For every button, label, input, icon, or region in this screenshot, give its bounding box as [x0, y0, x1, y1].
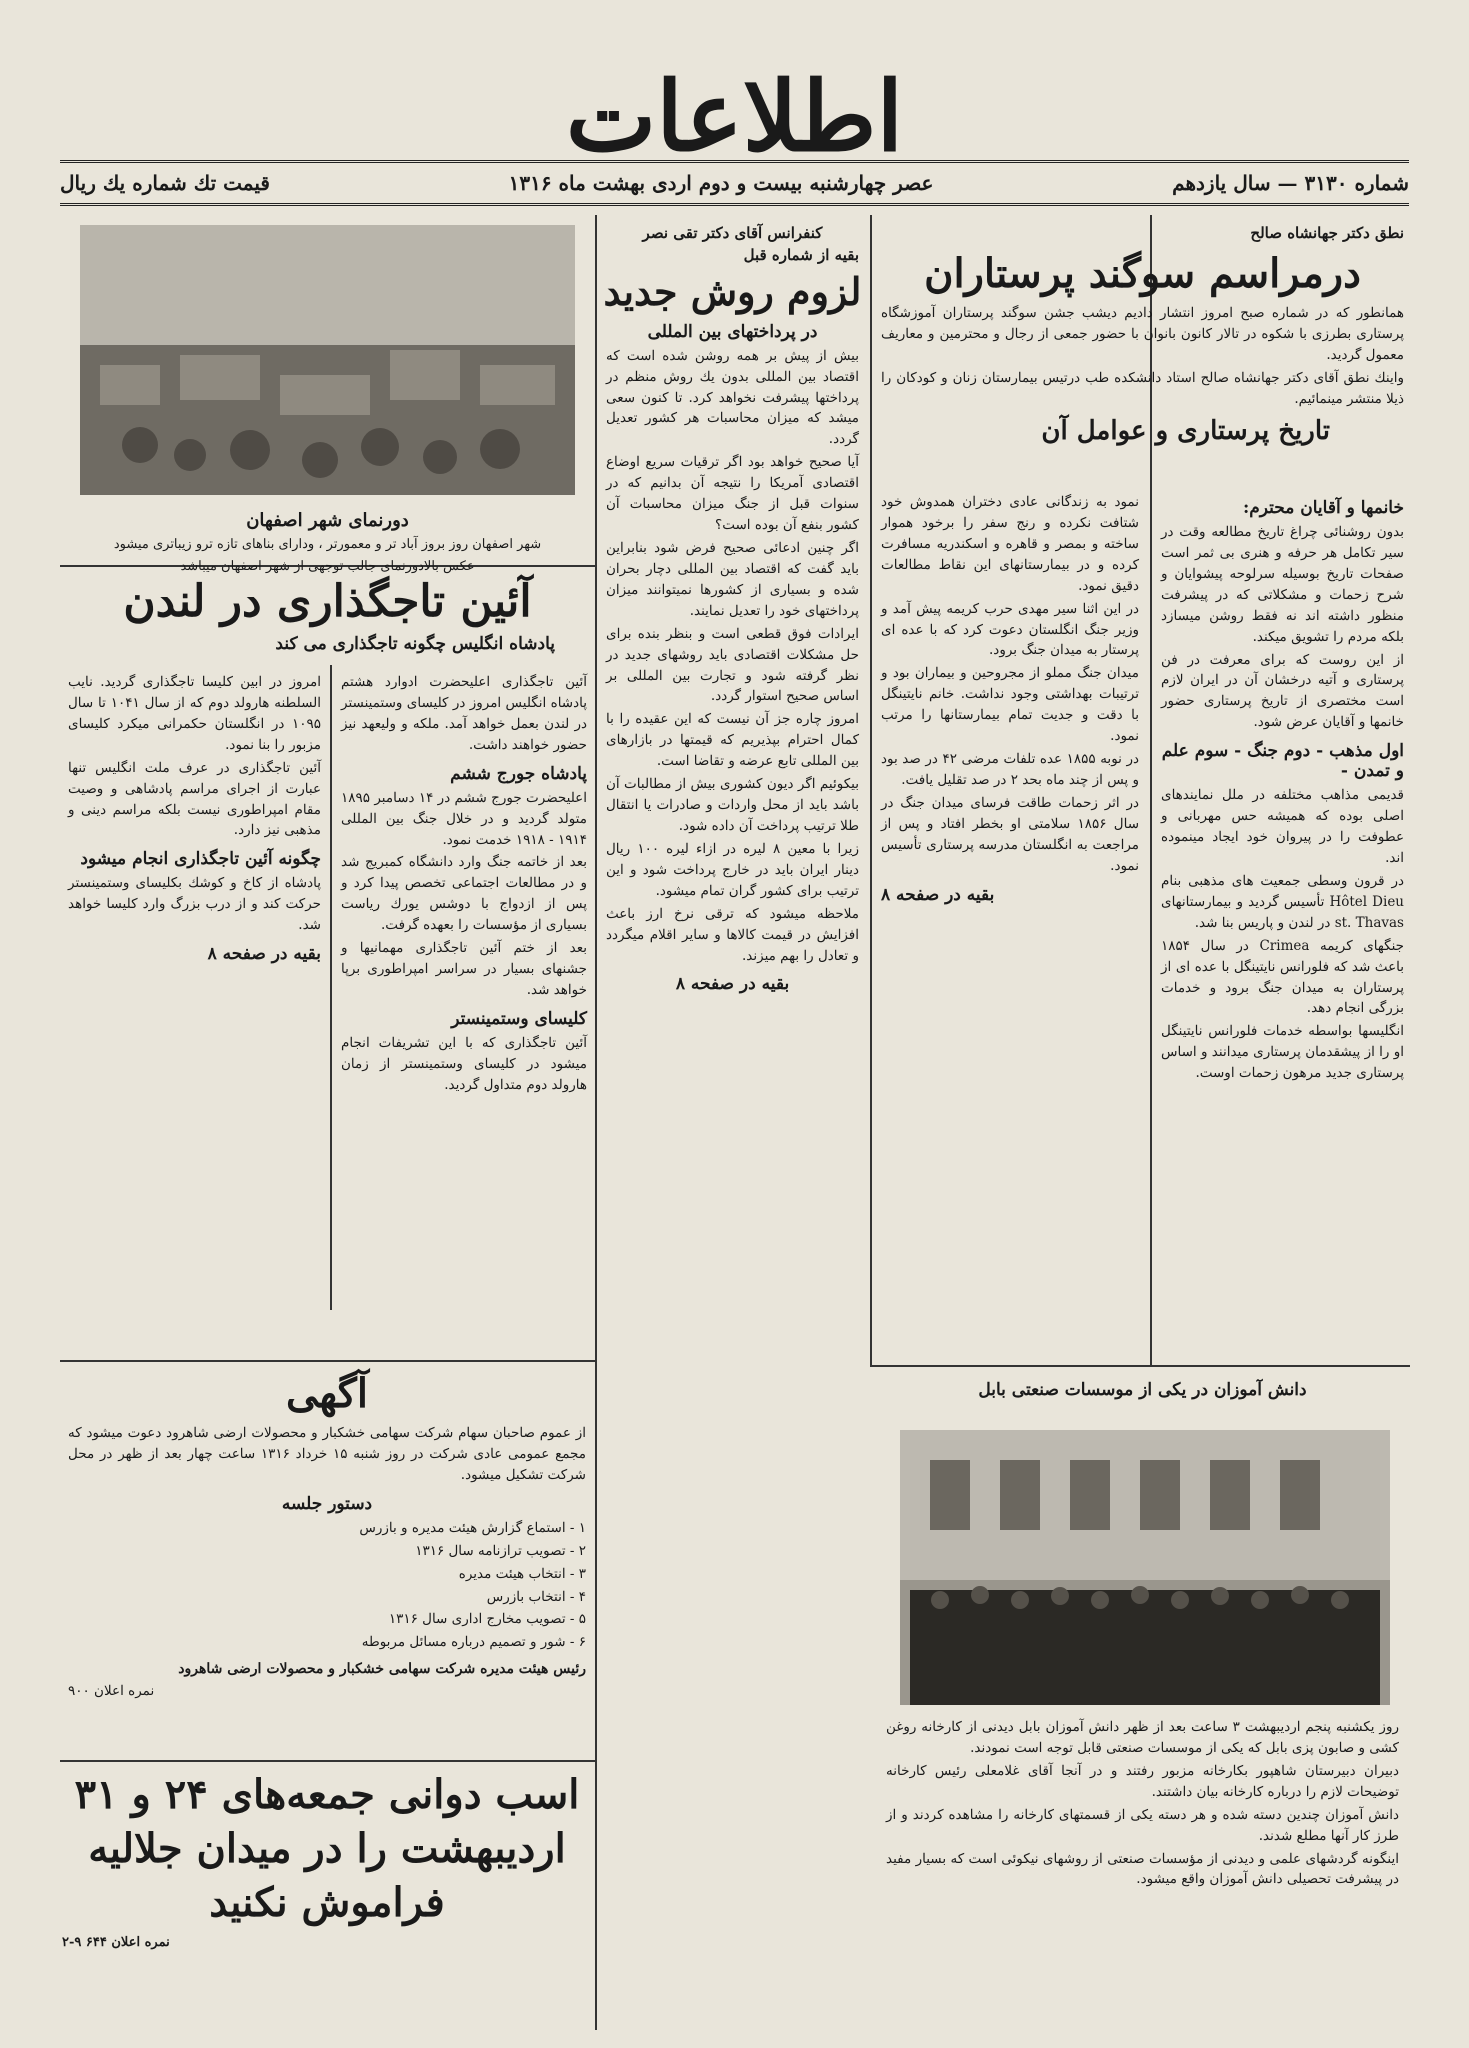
salutation: خانمها و آقایان محترم:: [1242, 498, 1404, 518]
paragraph: در قرون وسطی جمعیت های مذهبی بنام Hôtel Dieu تأسیس گردید و بیمارستانهای st. Thavas در لندن و پاریس بنا شد.: [1161, 872, 1405, 931]
paragraph: جنگهای کریمه Crimea در سال ۱۸۵۴ باعث شد که فلورانس نایتینگل با عده ای از پرستاران به میدان جنگ برود و خدمات بزرگی انجام دهد.: [1161, 937, 1404, 1017]
paragraph: انگلیسها بواسطه خدمات فلورانس نایتینگل او را از پیشقدمان پرستاری میدانند و اساس پرستاری جدید مرهون زحمات اوست.: [1161, 1023, 1404, 1082]
horserace-ad: [62, 1768, 592, 2028]
paragraph: آئین تاجگذاری اعلیحضرت ادوارد هشتم پادشاه انگلیس امروز در کلیسای وستمینستر در لندن بعمل خواهد آمد. ملکه و ولیعهد نیز حضور خواهند داشت.: [341, 674, 587, 753]
notice-signature: رئیس هیئت مدیره شرکت سهامی خشکبار و محصولات ارضی شاهرود: [178, 1661, 586, 1678]
photo-caption: شهر اصفهان روز بروز آباد تر و معمورتر ، ودارای بناهای تازه ترو زیباتری میشود: [113, 537, 542, 552]
ad-line-1: اسب دوانی جمعه‌های ۲۴ و ۳۱: [74, 1771, 580, 1818]
photo-caption-2: دبیران دبیرستان شاهپور بکارخانه مزبور رفتند و در آنجا آقای غلامعلی رئیس کارخانه توضیحات لازم را درباره کارخانه بیان داشتند.: [886, 1762, 1399, 1800]
subhead-how: چگونه آئین تاجگذاری انجام میشود: [80, 849, 321, 870]
continued-note: بقیه در صفحه ۸: [881, 884, 995, 905]
isfahan-caption: [65, 502, 590, 579]
coronation-col-left: [62, 670, 327, 1360]
masthead-title: اطلاعات: [565, 60, 904, 173]
babol-photo-title: [875, 1372, 1410, 1404]
notice-ad: [62, 1365, 592, 1755]
agenda-title: دستور جلسه: [281, 1493, 373, 1514]
subheadline-economics: در پرداختهای بین المللی: [647, 321, 818, 342]
subheadline-coronation: پادشاه انگلیس چگونه تاجگذاری می کند: [275, 634, 555, 655]
headline-notice: آگهی: [286, 1370, 368, 1417]
intro-paragraph: همانطور که در شماره صبح امروز انتشار دادیم دیشب جشن سوگند پرستاران آموزشگاه پرستاری بطرزی با شکوه در تالار کانون بانوان با حضور جمعی از رجال و محترمین و معاریف معمول گردید.: [881, 305, 1404, 363]
subhead-church: کلیسای وستمینستر: [451, 1008, 587, 1029]
paragraph: زیرا با معین ۸ لیره در ازاء لیره ۱۰۰ ریال دینار ایران باید در خارج پرداخت شود و این ترتیب برای کشور گران تمام میشود.: [606, 840, 859, 899]
paragraph: آئین تاجگذاری در عرف ملت انگلیس تنها عبارت از اجرای مراسم پادشاهی و وصیت مقام امپراطوری نیست بلکه مراسم دینی و مذهبی نیز دارد.: [68, 759, 321, 839]
agenda-item: ۴ - انتخاب بازرس: [486, 1588, 586, 1605]
continued-note: بقیه در صفحه ۸: [675, 974, 790, 995]
coronation-col-right: [335, 670, 593, 1360]
paragraph: آیا صحیح خواهد بود اگر ترقیات سریع اوضاع اقتصادی آمریکا را نتیجه آن بدانیم که در سنوات قبل از جنگ میزان محاسبات آن کشور بنفع آن بوده است؟: [606, 454, 859, 534]
paragraph: اعلیحضرت جورج ششم در ۱۴ دسامبر ۱۸۹۵ متولد گردید و در خلال جنگ بین المللی ۱۹۱۴ - ۱۹۱۸ خدمت نمود.: [341, 789, 587, 848]
photo-title: دانش آموزان در یکی از موسسات صنعتی بابل: [978, 1380, 1307, 1400]
paragraph: در این اثنا سیر مهدی حرب کریمه پیش آمد و وزیر جنگ انگلستان دعوت کرد که با عده ای پرستار به میدان جنگ برود.: [881, 600, 1139, 659]
continued-from: بقیه از شماره قبل: [743, 246, 859, 264]
agenda-item: ۵ - تصویب مخارج اداری سال ۱۳۱۶: [388, 1611, 586, 1628]
photo-caption-2: عکس بالادورنمای جالب توجهی از شهر اصفهان میباشد: [180, 559, 475, 575]
photo-caption: روز یکشنبه پنجم اردیبهشت ۳ ساعت بعد از ظهر دانش آموزان بابل دیدنی از کارخانه روغن کشی و صابون پزی بابل که یکی از موسسات صنعتی قابل توجه است نمودند.: [886, 1719, 1399, 1756]
subheadline-history: تاریخ پرستاری و عوامل آن: [1041, 415, 1330, 446]
article-economics: [600, 220, 865, 2030]
notice-paragraph: از عموم صاحبان سهام شرکت سهامی خشکبار و محصولات ارضی شاهرود دعوت میشود که مجمع عمومی عادی شرکت در روز شنبه ۱۵ خرداد ۱۳۱۶ ساعت چهار بعد از ظهر در محل شرکت تشکیل میشود.: [68, 1425, 586, 1483]
paragraph: قدیمی مذاهب مختلفه در ملل نمایندهای اصلی بوده که همیشه حس مهربانی و عطوفت را در پیروان خود ایجاد مینموده اند.: [1161, 787, 1404, 866]
photo-title: دورنمای شهر اصفهان: [246, 510, 409, 531]
paragraph: ملاحظه میشود که ترقی نرخ ارز باعث افزایش در قیمت کالاها و سایر اقلام میگردد و تعادل را بهم میزند.: [606, 905, 859, 964]
intro-paragraph-2: واینك نطق آقای دکتر جهانشاه صالح استاد دانشکده طب درتیس بیمارستان زنان و کودکان را ذیلا منتشر مینمائیم.: [881, 369, 1404, 407]
photo-caption-3: دانش آموزان چندین دسته شده و هر دسته یکی از قسمتهای کارخانه را مشاهده کردند و از طرز کار آنها مطلع شدند.: [886, 1806, 1399, 1844]
continued-note: بقیه در صفحه ۸: [207, 944, 321, 965]
headline-nurses: درمراسم سوگند پرستاران: [924, 250, 1361, 297]
byline: نطق دکتر جهانشاه صالح: [1250, 224, 1404, 242]
issue-number: شماره ۳۱۳۰ — سال یازدهم: [1172, 171, 1409, 195]
paragraph: نمود به زندگانی عادی دختران همدوش خود شتافت نکرده و رنج سفر را برخود هموار ساخته و بمصر و قاهره و اسکندریه مسافرت کرده و در بیمارستانهای این نقاط مطالعات دقیق نمود.: [881, 494, 1139, 594]
babol-photo: [900, 1430, 1390, 1705]
ad-line-3: فراموش نکنید: [209, 1879, 445, 1926]
paragraph: در اثر زحمات طاقت فرسای میدان جنگ در سال ۱۸۵۶ سلامتی او بخطر افتاد و پس از مراجعت به انگلستان مدرسه پرستاری تأسیس نمود.: [881, 794, 1140, 874]
babol-caption: [880, 1715, 1405, 2030]
isfahan-photo: [80, 225, 575, 495]
paragraph: بیش از پیش بر همه روشن شده است که اقتصاد بین المللی بدون یك روش منظم در پرداختها پیشرفت نخواهد کرد. تا کنون سعی میشد که میزان محاسبات هر کشور تعدیل گردد.: [606, 347, 859, 448]
ad-number: نمره اعلان ۹۰۰: [68, 1683, 155, 1700]
dateline-bar: [60, 160, 1409, 206]
paragraph: اگر چنین ادعائی صحیح فرض شود بنابراین باید گفت که اقتصاد بین المللی دچار بحران شده و بسیاری از کشورها نمیتوانند میزان پرداختهای خود را تعدیل نمایند.: [606, 539, 859, 619]
ad-number: نمره اعلان ۶۴۴ ۹-۲: [62, 1935, 170, 1950]
subhead-religion: اول مذهب - دوم جنگ - سوم علم و تمدن -: [1161, 741, 1404, 782]
paragraph: امروز چاره جز آن نیست که این عقیده را با کمال احترام بپذیریم که قیمتها در بازارهای بین المللی تابع عرضه و تقاضا است.: [606, 711, 859, 770]
agenda-item: ۶ - شور و تصمیم درباره مسائل مربوطه: [361, 1634, 586, 1651]
paragraph: بعد از خاتمه جنگ وارد دانشگاه کمبریج شد و در مطالعات اجتماعی تخصص پیدا کرد و پس از ازدواج با دوشس یورك ریاست بسیاری از مؤسسات را بعهده گرفت.: [341, 854, 587, 934]
issue-date: عصر چهارشنبه بیست و دوم اردی بهشت ماه ۱۳۱۶: [508, 171, 934, 195]
paragraph: ایرادات فوق قطعی است و بنظر بنده برای حل مشکلات اقتصادی باید روشهای جدید در نظر گرفته شود و تجارت بین المللی بر اساس صحیح استوار گردد.: [606, 625, 859, 705]
headline-economics: لزوم روش جدید: [603, 269, 862, 314]
issue-price: قیمت تك شماره یك ریال: [60, 171, 270, 195]
paragraph: آئین تاجگذاری که با این تشریفات انجام میشود در کلیسای وستمینستر از زمان هارولد دوم متداول گردید.: [341, 1034, 587, 1093]
agenda-item: ۲ - تصویب ترازنامه سال ۱۳۱۶: [415, 1542, 586, 1559]
byline: کنفرانس آقای دکتر تقی نصر: [642, 224, 823, 242]
article-coronation: [60, 570, 595, 670]
paragraph: بدون روشنائی چراغ تاریخ مطالعه وقت در سیر تکامل هر حرفه و هنری بی ثمر است صفحات تاریخ بوسیله سرلوحه پیشوایان و شرح زحمات و مشکلاتی که در پیشرفت منظور داشته اند نه فقط روشن میسازد بلکه مردم را تشویق میکند.: [1161, 524, 1404, 645]
paragraph: از این روست که برای معرفت در فن پرستاری و آتیه درخشان آن در ایران لازم است مختصری از تاریخ پرستاری حضور خانمها و آقایان عرض شود.: [1161, 651, 1404, 731]
photo-caption-4: اینگونه گردشهای علمی و دیدنی از مؤسسات صنعتی از روشهای نیکوئی است که بسیار مفید در پیشرفت تحصیلی دانش آموزان واقع میشود.: [886, 1850, 1399, 1888]
paragraph: میدان جنگ مملو از مجروحین و بیماران بود و ترتیبات بهداشتی وجود نداشت. خانم نایتینگل با دقت و جدیت تمام بیمارستانها را مرتب نمود.: [881, 665, 1139, 745]
paragraph: امروز در ابین کلیسا تاجگذاری گردید. نایب السلطنه هارولد دوم که از سال ۱۰۴۱ تا سال ۱۰۹۵ در انگلستان حکمرانی میکرد کلیسای مزبور را بنا نمود.: [68, 674, 321, 753]
article-nurses-body: [1155, 490, 1410, 1365]
agenda-item: ۱ - استماع گزارش هیئت مدیره و بازرس: [359, 1519, 586, 1536]
article-nurses-col2: [875, 490, 1145, 1365]
headline-coronation: آئین تاجگذاری در لندن: [123, 576, 532, 627]
paragraph: بیکوئیم اگر دیون کشوری بیش از مطالبات آن باشد باید از محل واردات و صادرات یا انتقال طلا ترتیب پرداخت آن داده شود.: [606, 776, 859, 834]
paragraph: پادشاه از کاخ و کوشك بکلیسای وستمینستر حرکت کند و از درب بزرگ وارد کلیسا خواهد شد.: [68, 875, 321, 934]
agenda-item: ۳ - انتخاب هیئت مدیره: [458, 1565, 586, 1582]
paragraph: در نوبه ۱۸۵۵ عده تلفات مرضی ۴۲ در صد بود و پس از چند ماه بحد ۲ در صد تقلیل یافت.: [881, 751, 1139, 788]
article-nurses-head: [875, 245, 1410, 455]
ad-line-2: اردیبهشت را در میدان جلالیه: [88, 1825, 566, 1872]
subhead-george: پادشاه جورج ششم: [450, 763, 587, 784]
paragraph: بعد از ختم آئین تاجگذاری مهمانیها و جشنهای بسیار در سراسر امپراطوری برپا خواهد شد.: [341, 940, 587, 998]
